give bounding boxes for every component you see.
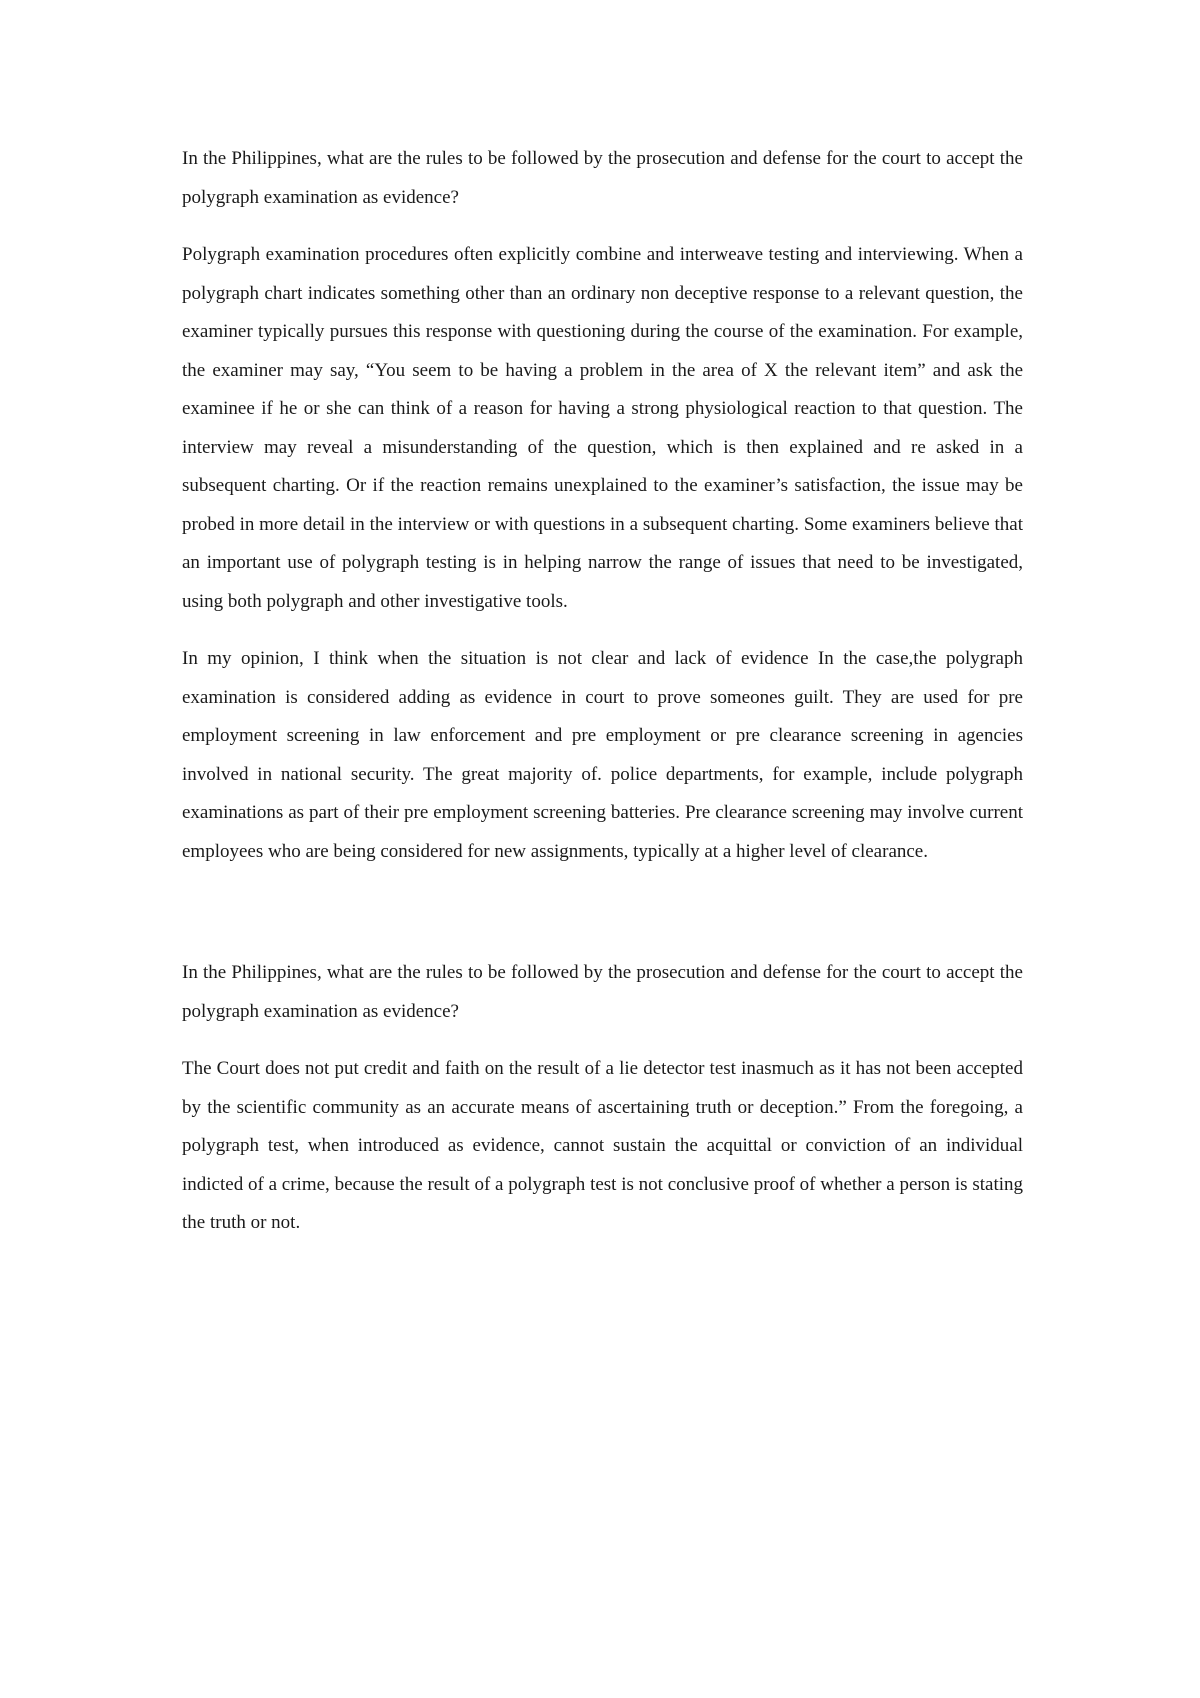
opinion-paragraph: In my opinion, I think when the situation is not clear and lack of evidence In the case,the polygraph examination is considered adding as evidence in court to prove someones guilt. They are used for pre employment screening in law enforcement and pre employment or pre clearance screening in agencies involved in national security. The great majority of. police departments, for example, include polygraph examinations as part of their pre employment screening batteries. Pre clearance screening may involve current employees who are being considered for new assignments, typically at a higher level of clearance.	[182, 648, 1023, 862]
court-ruling-paragraph: The Court does not put credit and faith on the result of a lie detector test inasmuch as it has not been accepted by the scientific community as an accurate means of ascertaining truth or deception.” From the foregoing, a polygraph test, when introduced as evidence, cannot sustain the acquittal or conviction of an individual indicted of a crime, because the result of a polygraph test is not conclusive proof of whether a person is stating the truth or not.	[182, 1058, 1023, 1233]
answer-paragraph: Polygraph examination procedures often explicitly combine and interweave testing and interviewing. When a polygraph chart indicates something other than an ordinary non deceptive response to a relevant question, the examiner typically pursues this response with questioning during the course of the examination. For example, the examiner may say, “You seem to be having a problem in the area of X the relevant item” and ask the examinee if he or she can think of a reason for having a strong physiological reaction to that question. The interview may reveal a misunderstanding of the question, which is then explained and re asked in a subsequent charting. Or if the reaction remains unexplained to the examiner’s satisfaction, the issue may be probed in more detail in the interview or with questions in a subsequent charting. Some examiners believe that an important use of polygraph testing is in helping narrow the range of issues that need to be investigated, using both polygraph and other investigative tools.	[182, 244, 1023, 612]
question-paragraph-repeat: In the Philippines, what are the rules to be followed by the prosecution and defense for the court to accept the polygraph examination as evidence?	[182, 962, 1023, 1022]
question-paragraph: In the Philippines, what are the rules to be followed by the prosecution and defense for the court to accept the polygraph examination as evidence?	[182, 148, 1023, 208]
document-body	[182, 140, 1023, 1243]
